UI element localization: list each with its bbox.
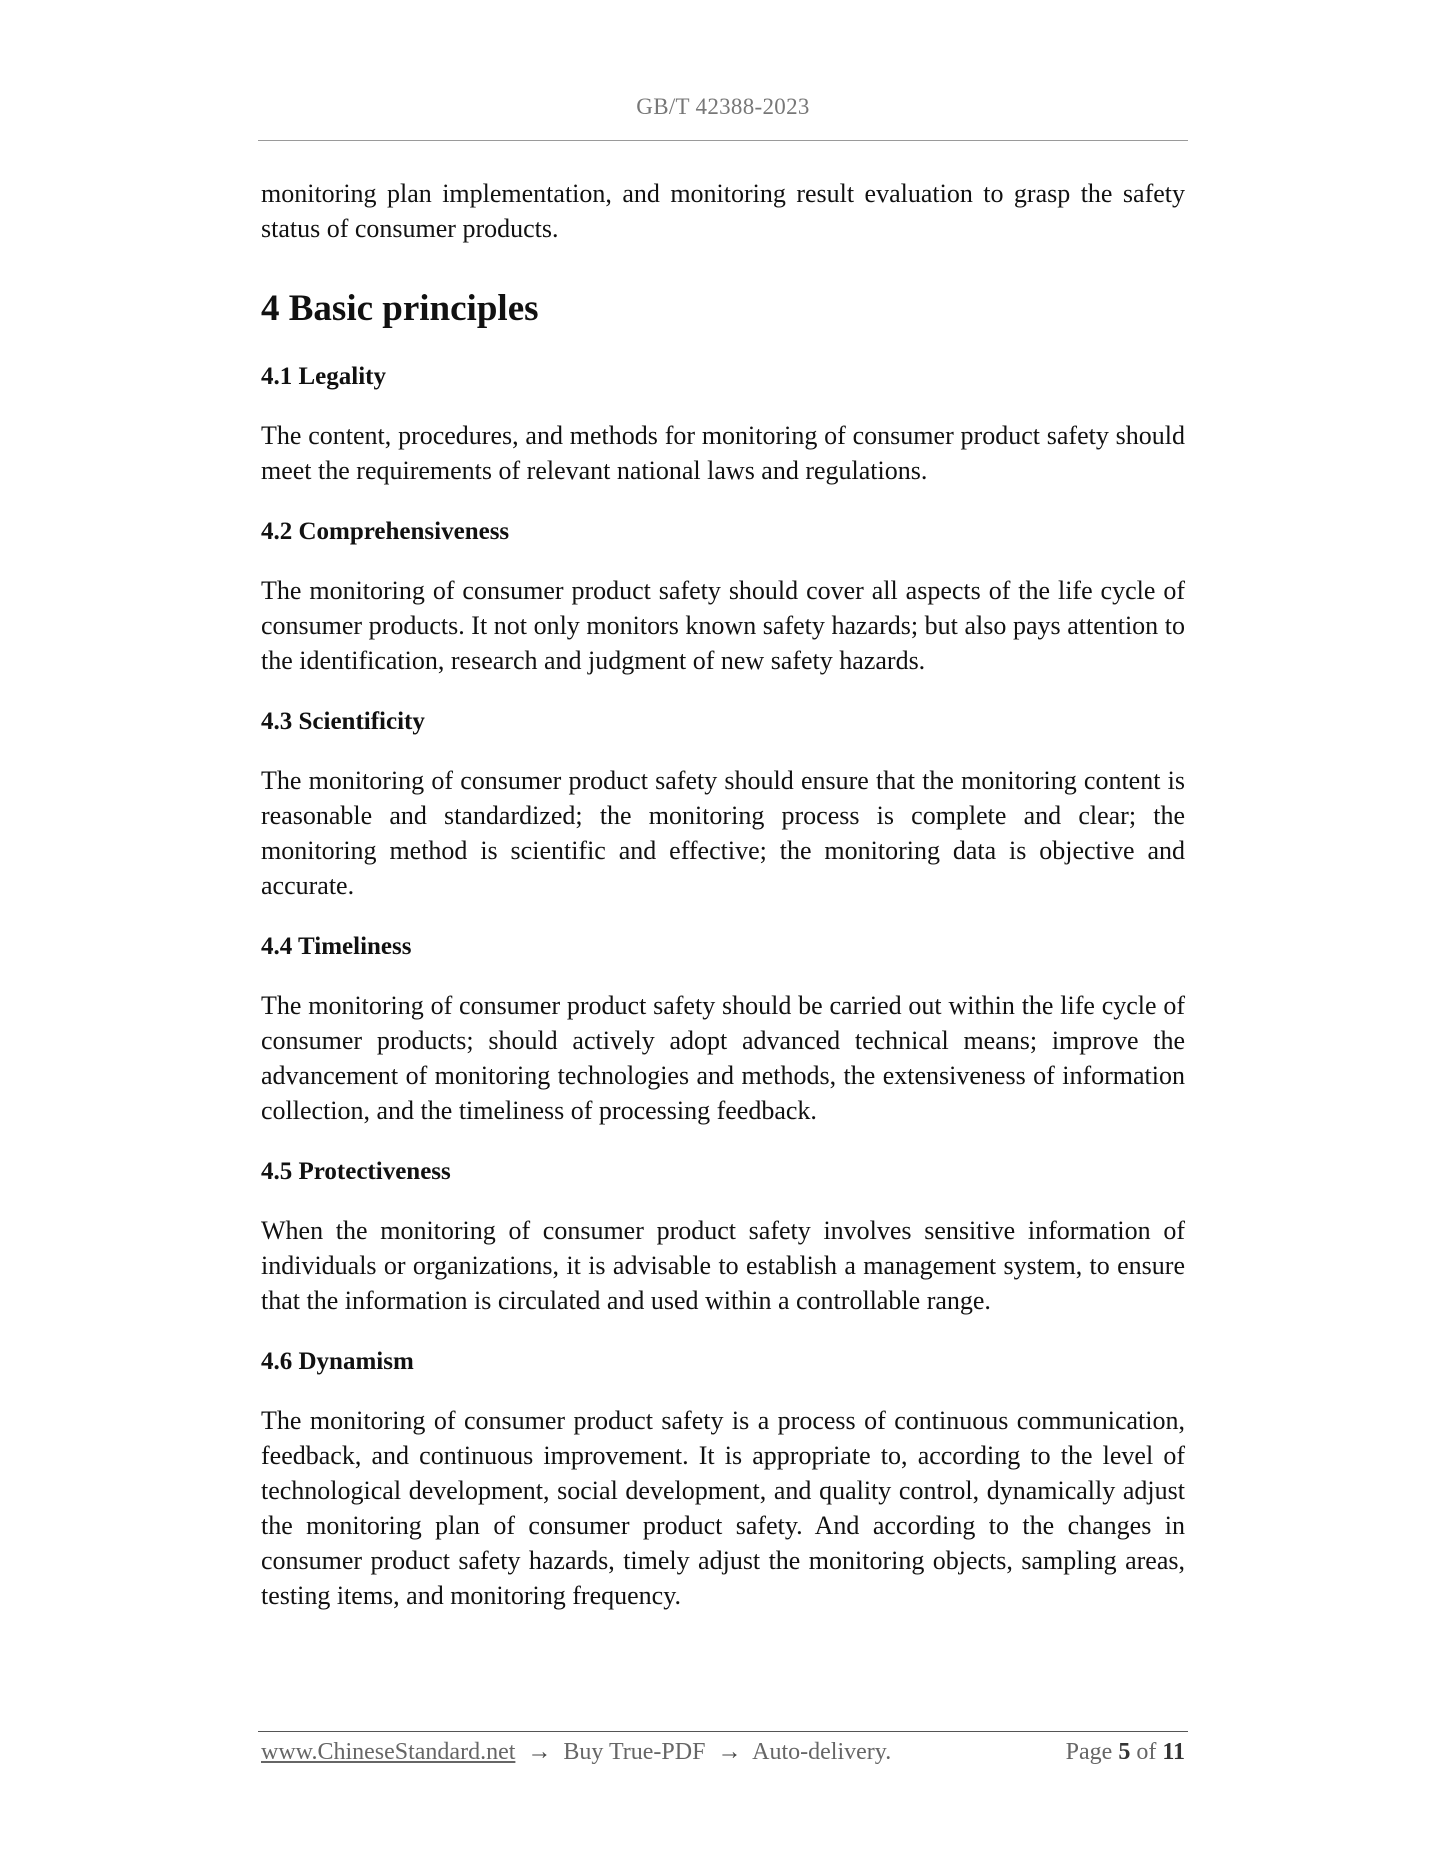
subsection-text-timeliness: The monitoring of consumer product safety should be carried out within the life cycle of consumer products; should actively adopt advanced technical means; improve the advancement of monitoring technologies and methods, the extensiveness of information collection, and the timeliness of processing feedback. bbox=[261, 991, 1185, 1125]
page-current: 5 bbox=[1118, 1739, 1131, 1765]
subsection-title-scientificity: 4.3 Scientificity bbox=[261, 708, 425, 735]
page-number bbox=[1066, 1735, 1185, 1769]
subsection-title-dynamism: 4.6 Dynamism bbox=[261, 1348, 414, 1375]
header-divider bbox=[258, 140, 1188, 141]
footer-divider bbox=[258, 1731, 1188, 1732]
intro-paragraph: monitoring plan implementation, and monitoring result evaluation to grasp the safety status of consumer products. bbox=[261, 179, 1185, 243]
arrow-right-icon: → bbox=[717, 1739, 742, 1765]
subsection-text-comprehensiveness: The monitoring of consumer product safety should cover all aspects of the life cycle of consumer products. It not only monitors known safety hazards; but also pays attention to the identification, research and judgment of new safety hazards. bbox=[261, 576, 1185, 675]
delivery-text: Auto-delivery. bbox=[752, 1739, 892, 1765]
header-standard-code: GB/T 42388-2023 bbox=[636, 94, 810, 119]
subsection-title-protectiveness: 4.5 Protectiveness bbox=[261, 1158, 451, 1185]
subsection-title-comprehensiveness: 4.2 Comprehensiveness bbox=[261, 518, 510, 545]
subsection-title-legality: 4.1 Legality bbox=[261, 363, 386, 390]
page-of: of bbox=[1136, 1739, 1157, 1765]
subsection-text-protectiveness: When the monitoring of consumer product safety involves sensitive information of individuals or organizations, it is advisable to establish a management system, to ensure that the information is circulated and used within a controllable range. bbox=[261, 1216, 1185, 1315]
subsection-title-timeliness: 4.4 Timeliness bbox=[261, 933, 412, 960]
subsection-text-scientificity: The monitoring of consumer product safety should ensure that the monitoring content is reasonable and standardized; the monitoring process is complete and clear; the monitoring method is scientific and effective; the monitoring data is objective and accurate. bbox=[261, 766, 1185, 900]
footer-promo bbox=[261, 1735, 891, 1769]
section-title: 4 Basic principles bbox=[261, 288, 539, 329]
page-total: 11 bbox=[1162, 1739, 1185, 1765]
buy-text: Buy True-PDF bbox=[563, 1739, 706, 1765]
page-label: Page bbox=[1065, 1739, 1113, 1765]
subsection-text-legality: The content, procedures, and methods for monitoring of consumer product safety should meet the requirements of relevant national laws and regulations. bbox=[261, 421, 1185, 485]
page-content bbox=[261, 176, 1185, 1613]
subsection-text-dynamism: The monitoring of consumer product safety is a process of continuous communication, feedback, and continuous improvement. It is appropriate to, according to the level of technological development, social development, and quality control, dynamically adjust the monitoring plan of consumer product safety. And according to the changes in consumer product safety hazards, timely adjust the monitoring objects, sampling areas, testing items, and monitoring frequency. bbox=[261, 1406, 1185, 1610]
arrow-right-icon: → bbox=[527, 1739, 552, 1765]
site-link[interactable]: www.ChineseStandard.net bbox=[261, 1739, 516, 1765]
